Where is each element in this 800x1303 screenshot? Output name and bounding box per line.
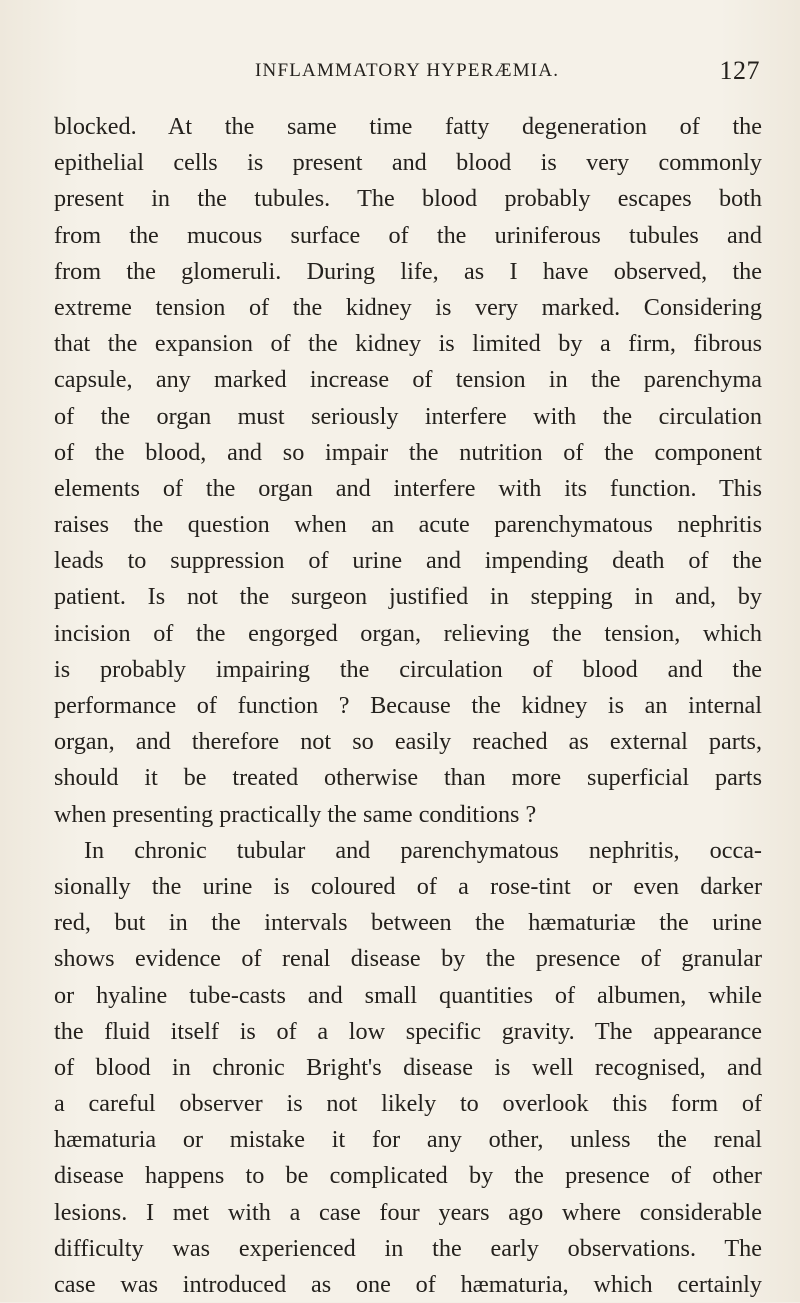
- text-line: when presenting practically the same conditions ?: [54, 800, 537, 828]
- text-line: lesions. I met with a case four years ago where considerable: [54, 1198, 762, 1226]
- text-line: from the mucous surface of the uriniferous tubules and: [54, 221, 762, 249]
- text-line: from the glomeruli. During life, as I have observed, the: [54, 257, 762, 285]
- text-line: that the expansion of the kidney is limited by a firm, fibrous: [54, 330, 762, 358]
- text-line: case was introduced as one of hæmaturia, which certainly: [54, 1271, 762, 1298]
- body-text: [54, 109, 762, 1303]
- text-line: performance of function ? Because the kidney is an internal: [54, 692, 762, 719]
- text-line: blocked. At the same time fatty degeneration of the: [54, 113, 762, 140]
- text-line: raises the question when an acute parenchymatous nephritis: [54, 511, 762, 539]
- page-number: 127: [719, 56, 760, 85]
- running-head: [110, 56, 760, 96]
- text-line: extreme tension of the kidney is very marked. Considering: [54, 293, 762, 321]
- running-title: INFLAMMATORY HYPERÆMIA.: [255, 60, 560, 81]
- text-line: of the organ must seriously interfere with the circulation: [54, 402, 762, 430]
- text-line: the fluid itself is of a low specific gravity. The appearance: [54, 1017, 762, 1045]
- text-line: of blood in chronic Bright's disease is well recognised, and: [54, 1053, 762, 1081]
- text-line: red, but in the intervals between the hæmaturiæ the urine: [54, 909, 762, 937]
- text-line: is probably impairing the circulation of blood and the: [54, 655, 762, 683]
- text-line: capsule, any marked increase of tension in the parenchyma: [54, 366, 762, 394]
- text-line: disease happens to be complicated by the presence of other: [54, 1162, 762, 1190]
- text-line: difficulty was experienced in the early observations. The: [54, 1234, 762, 1262]
- text-line: organ, and therefore not so easily reached as external parts,: [54, 728, 762, 756]
- text-line: present in the tubules. The blood probably escapes both: [54, 185, 762, 213]
- text-line: should it be treated otherwise than more superficial parts: [54, 764, 762, 792]
- text-line: a careful observer is not likely to overlook this form of: [54, 1090, 762, 1118]
- text-line: patient. Is not the surgeon justified in stepping in and, by: [54, 583, 762, 611]
- text-line: or hyaline tube-casts and small quantities of albumen, while: [54, 981, 762, 1009]
- text-line: elements of the organ and interfere with its function. This: [54, 474, 762, 502]
- text-line: of the blood, and so impair the nutrition of the component: [54, 438, 762, 466]
- text-line: shows evidence of renal disease by the presence of granular: [54, 945, 762, 973]
- text-line: incision of the engorged organ, relieving the tension, which: [54, 619, 762, 647]
- text-line: In chronic tubular and parenchymatous nephritis, occa-: [84, 836, 762, 864]
- text-line: sionally the urine is coloured of a rose-tint or even darker: [54, 872, 762, 900]
- text-line: leads to suppression of urine and impending death of the: [54, 547, 762, 575]
- text-line: epithelial cells is present and blood is very commonly: [54, 149, 762, 177]
- text-line: hæmaturia or mistake it for any other, unless the renal: [54, 1126, 762, 1154]
